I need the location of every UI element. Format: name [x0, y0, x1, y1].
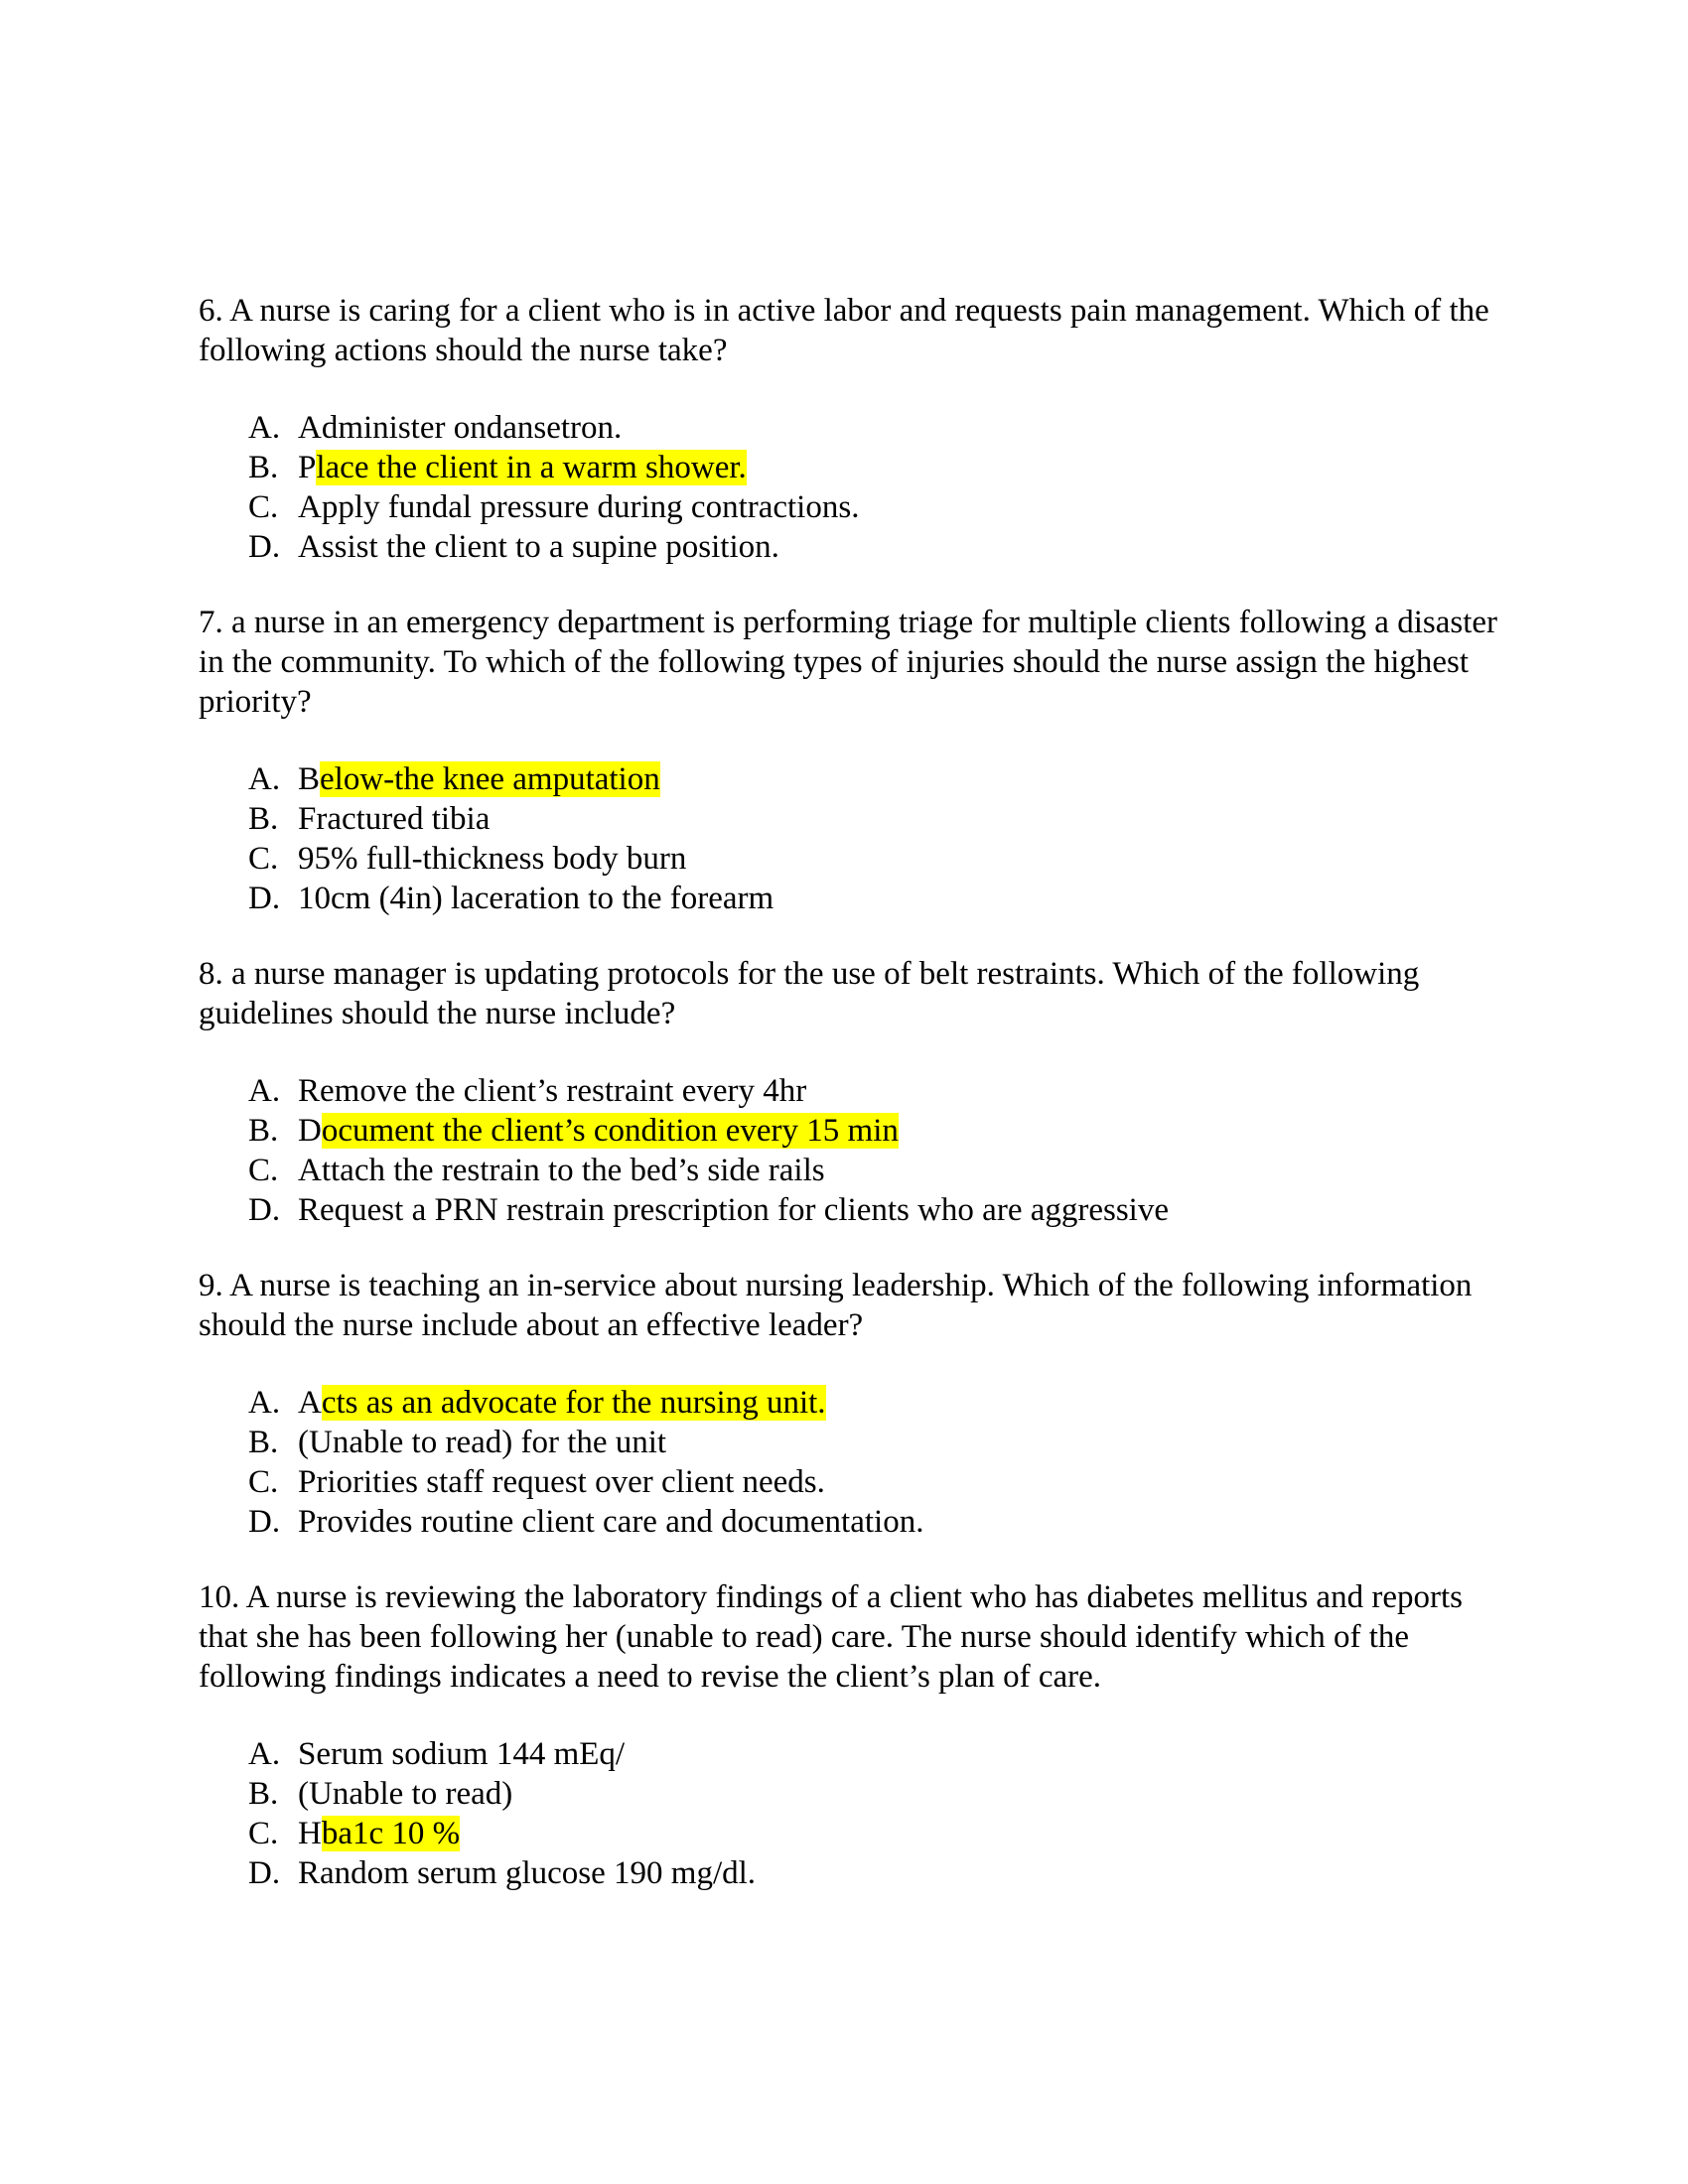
- option-a: [199, 759, 1509, 799]
- option-a: [199, 408, 1509, 448]
- option-d: [199, 1502, 1509, 1542]
- question-stem: 9. A nurse is teaching an in-service about nursing leadership. Which of the following information should the nurse include about an effective leader?: [199, 1268, 1473, 1343]
- option-text: D: [298, 1113, 322, 1149]
- option-d: [199, 1853, 1509, 1893]
- option-text: Fractured tibia: [298, 801, 491, 837]
- option-letter: B.: [248, 450, 279, 485]
- option-letter: A.: [248, 761, 281, 797]
- option-text: Random serum glucose 190 mg/dl.: [298, 1855, 757, 1891]
- option-letter: A.: [248, 1073, 281, 1109]
- question-7: [199, 603, 1509, 918]
- question-stem: 7. a nurse in an emergency department is performing triage for multiple clients following a disaster in the community. To which of the following types of injuries should the nurse assign the highest priority?: [199, 605, 1497, 720]
- highlighted-text: elow-the knee amputation: [320, 761, 660, 797]
- option-letter: D.: [248, 1192, 281, 1228]
- option-text: (Unable to read): [298, 1776, 513, 1812]
- question-stem: 10. A nurse is reviewing the laboratory findings of a client who has diabetes mellitus and reports that she has been following her (unable to read) care. The nurse should identify which of the following findings indicates a need to revise the client’s plan of care.: [199, 1579, 1463, 1695]
- option-text: Request a PRN restrain prescription for clients who are aggressive: [298, 1192, 1169, 1228]
- option-c: [199, 1462, 1509, 1502]
- option-text: Attach the restrain to the bed’s side rails: [298, 1153, 825, 1188]
- option-text: P: [298, 450, 317, 485]
- question-8: [199, 954, 1509, 1230]
- option-text: Administer ondansetron.: [298, 410, 623, 446]
- highlighted-text: ocument the client’s condition every 15 min: [321, 1113, 899, 1149]
- option-letter: D.: [248, 1855, 281, 1891]
- answer-options: [199, 1383, 1509, 1542]
- option-d: [199, 527, 1509, 567]
- option-c: [199, 1814, 1509, 1853]
- option-a: [199, 1071, 1509, 1111]
- option-letter: A.: [248, 410, 281, 446]
- option-text: Apply fundal pressure during contractions.: [298, 489, 860, 525]
- highlighted-text: cts as an advocate for the nursing unit.: [321, 1385, 826, 1421]
- option-letter: B.: [248, 801, 279, 837]
- option-text: Priorities staff request over client needs.: [298, 1464, 825, 1500]
- question-stem: 8. a nurse manager is updating protocols for the use of belt restraints. Which of the following guidelines should the nurse include?: [199, 956, 1420, 1031]
- option-a: [199, 1383, 1509, 1423]
- option-b: [199, 1111, 1509, 1151]
- option-text: 10cm (4in) laceration to the forearm: [298, 881, 774, 916]
- highlighted-text: lace the client in a warm shower.: [316, 450, 747, 485]
- answer-options: [199, 1071, 1509, 1230]
- option-letter: D.: [248, 1504, 281, 1540]
- option-c: [199, 487, 1509, 527]
- question-6: [199, 291, 1509, 567]
- option-letter: B.: [248, 1113, 279, 1149]
- question-stem: 6. A nurse is caring for a client who is in active labor and requests pain management. Which of the following actions should the nurse take?: [199, 293, 1489, 368]
- option-letter: A.: [248, 1385, 281, 1421]
- option-letter: C.: [248, 1464, 279, 1500]
- option-c: [199, 1151, 1509, 1190]
- option-text: Provides routine client care and documentation.: [298, 1504, 924, 1540]
- option-letter: A.: [248, 1736, 281, 1772]
- option-letter: C.: [248, 841, 279, 877]
- option-letter: D.: [248, 881, 281, 916]
- option-b: [199, 448, 1509, 487]
- option-text: (Unable to read) for the unit: [298, 1425, 667, 1460]
- answer-options: [199, 1734, 1509, 1893]
- option-text: Assist the client to a supine position.: [298, 529, 779, 565]
- option-text: Remove the client’s restraint every 4hr: [298, 1073, 807, 1109]
- option-b: [199, 1423, 1509, 1462]
- option-letter: C.: [248, 1153, 279, 1188]
- option-d: [199, 1190, 1509, 1230]
- option-text: Serum sodium 144 mEq/: [298, 1736, 626, 1772]
- option-letter: B.: [248, 1425, 279, 1460]
- option-text: B: [298, 761, 321, 797]
- question-9: [199, 1266, 1509, 1542]
- option-text: A: [298, 1385, 322, 1421]
- option-letter: C.: [248, 489, 279, 525]
- answer-options: [199, 759, 1509, 918]
- option-letter: D.: [248, 529, 281, 565]
- option-letter: B.: [248, 1776, 279, 1812]
- option-a: [199, 1734, 1509, 1774]
- option-b: [199, 1774, 1509, 1814]
- answer-options: [199, 408, 1509, 567]
- option-c: [199, 839, 1509, 879]
- highlighted-text: ba1c 10 %: [321, 1816, 461, 1851]
- option-b: [199, 799, 1509, 839]
- option-letter: C.: [248, 1816, 279, 1851]
- option-text: H: [298, 1816, 322, 1851]
- option-text: 95% full-thickness body burn: [298, 841, 687, 877]
- option-d: [199, 879, 1509, 918]
- question-10: [199, 1577, 1509, 1893]
